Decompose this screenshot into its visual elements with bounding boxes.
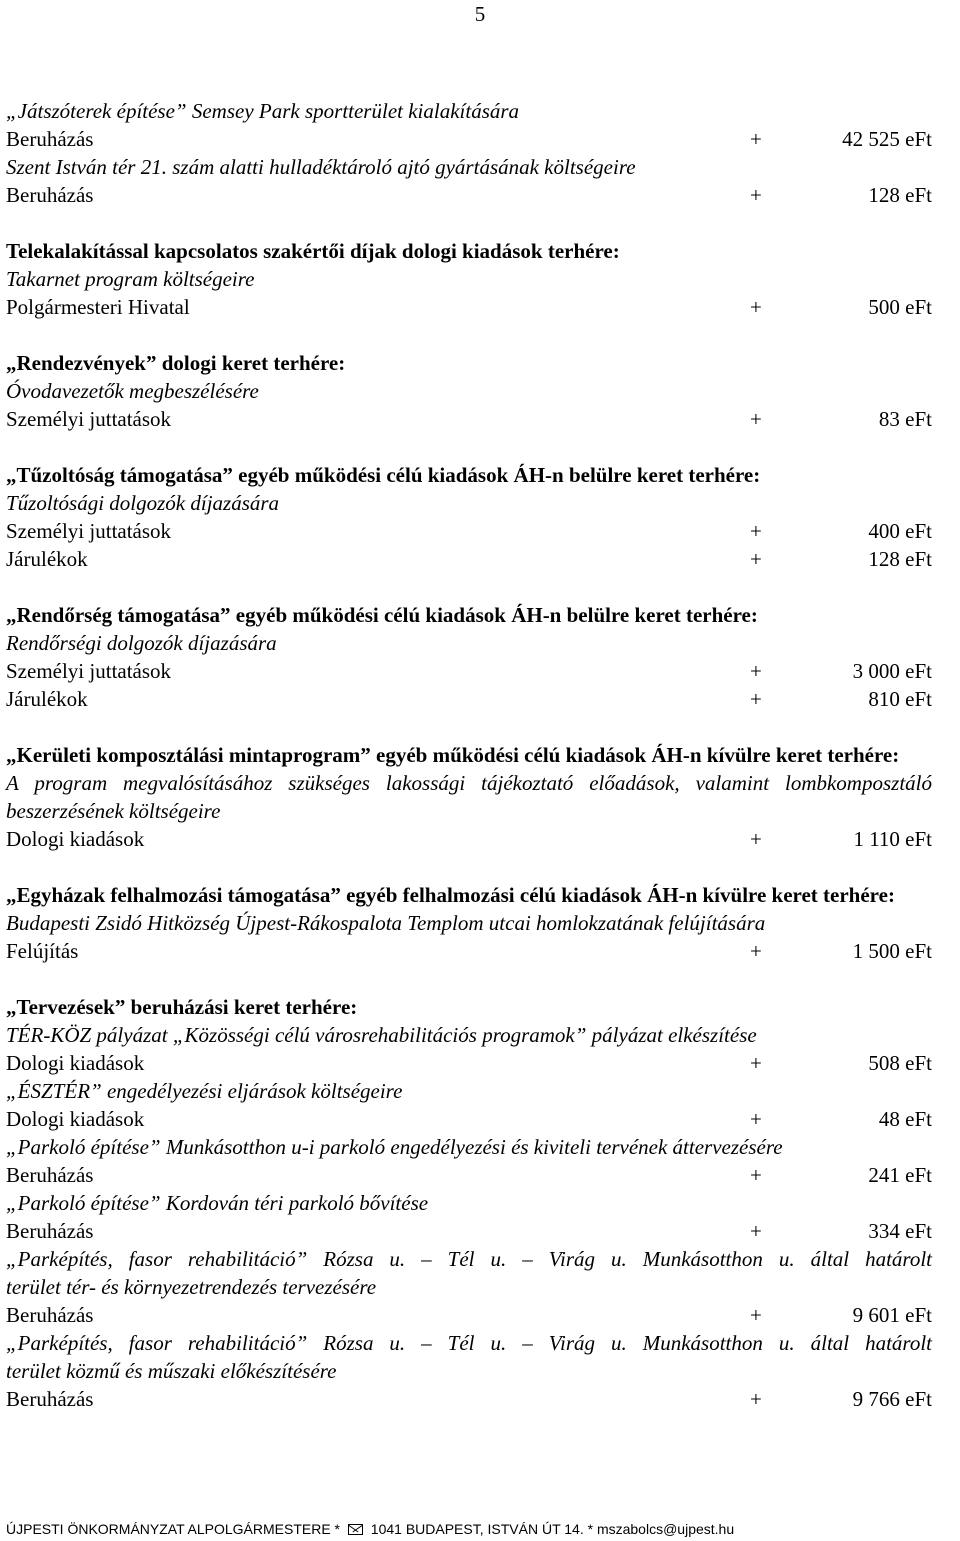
row-amount: 42 525 eFt: [842, 127, 932, 151]
item-title-continued: terület tér- és környezetrendezés tervezésére: [6, 1275, 377, 1299]
row-sign: +: [750, 407, 762, 431]
section-heading: „Tűzoltóság támogatása” egyéb működési célú kiadások ÁH-n belülre keret terhére:: [6, 463, 761, 487]
amount-row: [6, 125, 932, 153]
section-gap: [6, 853, 932, 881]
item-title: A program megvalósításához szükséges lakossági tájékoztató előadások, valamint lombkomposztáló beszerzésének költségeire: [6, 771, 932, 823]
amount-row: [6, 657, 932, 685]
row-sign: +: [750, 687, 762, 711]
section-gap: [6, 433, 932, 461]
section-gap: [6, 573, 932, 601]
amount-row: [6, 293, 932, 321]
section-heading: „Rendőrség támogatása” egyéb működési célú kiadások ÁH-n belülre keret terhére:: [6, 603, 758, 627]
row-sign: +: [750, 127, 762, 151]
amount-row: [6, 545, 932, 573]
amount-row: [6, 825, 932, 853]
row-label: Beruházás: [6, 127, 94, 151]
amount-row: [6, 1161, 932, 1189]
section-gap: [6, 965, 932, 993]
amount-row: [6, 405, 932, 433]
item-title: „Parképítés, fasor rehabilitáció” Rózsa u. – Tél u. – Virág u. Munkásotthon u. által határolt: [6, 1247, 932, 1271]
row-sign: +: [750, 827, 762, 851]
section-heading: „Rendezvények” dologi keret terhére:: [6, 351, 346, 375]
row-amount: 241 eFt: [868, 1163, 932, 1187]
row-label: Beruházás: [6, 183, 94, 207]
row-label: Személyi juttatások: [6, 659, 172, 683]
item-title: „Parkoló építése” Munkásotthon u-i parkoló engedélyezési és kiviteli tervének áttervezésére: [6, 1135, 783, 1159]
row-sign: +: [750, 659, 762, 683]
row-label: Járulékok: [6, 687, 88, 711]
item-title: „Parkoló építése” Kordován téri parkoló bővítése: [6, 1191, 429, 1215]
section-heading: Telekalakítással kapcsolatos szakértői díjak dologi kiadások terhére:: [6, 239, 620, 263]
row-amount: 334 eFt: [868, 1219, 932, 1243]
amount-row: [6, 517, 932, 545]
row-amount: 400 eFt: [868, 519, 932, 543]
page-number: 5: [474, 2, 486, 26]
row-amount: 9 766 eFt: [852, 1387, 932, 1411]
row-sign: +: [750, 1303, 762, 1327]
amount-row: [6, 1105, 932, 1133]
row-amount: 128 eFt: [868, 547, 932, 571]
row-amount: 3 000 eFt: [852, 659, 932, 683]
row-label: Járulékok: [6, 547, 88, 571]
item-title: Tűzoltósági dolgozók díjazására: [6, 491, 280, 515]
document-body: [6, 97, 932, 1413]
row-label: Beruházás: [6, 1303, 94, 1327]
item-title: „Játszóterek építése” Semsey Park sportterület kialakítására: [6, 99, 520, 123]
section-heading: „Kerületi komposztálási mintaprogram” egyéb működési célú kiadások ÁH-n kívülre keret terhére:: [6, 743, 900, 767]
footer-organization: ÚJPESTI ÖNKORMÁNYZAT ALPOLGÁRMESTERE *: [6, 1521, 340, 1537]
row-amount: 508 eFt: [868, 1051, 932, 1075]
row-sign: +: [750, 939, 762, 963]
section-gap: [6, 321, 932, 349]
footer-address: 1041 BUDAPEST, ISTVÁN ÚT 14. * mszabolcs@ujpest.hu: [370, 1521, 735, 1537]
item-title: „Parképítés, fasor rehabilitáció” Rózsa u. – Tél u. – Virág u. Munkásotthon u. által határolt: [6, 1331, 932, 1355]
row-sign: +: [750, 1107, 762, 1131]
amount-row: [6, 1385, 932, 1413]
item-title: Takarnet program költségeire: [6, 267, 255, 291]
amount-row: [6, 1301, 932, 1329]
row-sign: +: [750, 1219, 762, 1243]
row-label: Dologi kiadások: [6, 1051, 145, 1075]
row-sign: +: [750, 1163, 762, 1187]
item-title: Rendőrségi dolgozók díjazására: [6, 631, 277, 655]
amount-row: [6, 685, 932, 713]
row-label: Dologi kiadások: [6, 827, 145, 851]
row-label: Személyi juttatások: [6, 407, 172, 431]
item-title: TÉR-KÖZ pályázat „Közösségi célú városrehabilitációs programok” pályázat elkészítése: [6, 1023, 757, 1047]
section-gap: [6, 713, 932, 741]
row-amount: 128 eFt: [868, 183, 932, 207]
amount-row: [6, 1049, 932, 1077]
row-sign: +: [750, 519, 762, 543]
row-amount: 1 500 eFt: [852, 939, 932, 963]
row-sign: +: [750, 183, 762, 207]
page-footer: [6, 1520, 936, 1538]
row-label: Dologi kiadások: [6, 1107, 145, 1131]
row-amount: 9 601 eFt: [852, 1303, 932, 1327]
item-title: Budapesti Zsidó Hitközség Újpest-Rákospalota Templom utcai homlokzatának felújítására: [6, 911, 766, 935]
amount-row: [6, 181, 932, 209]
item-title-continued: terület közmű és műszaki előkészítésére: [6, 1359, 337, 1383]
row-sign: +: [750, 295, 762, 319]
envelope-icon: [348, 1524, 363, 1535]
section-heading: „Egyházak felhalmozási támogatása” egyéb felhalmozási célú kiadások ÁH-n kívülre keret terhére:: [6, 883, 895, 907]
row-sign: +: [750, 1387, 762, 1411]
amount-row: [6, 937, 932, 965]
row-amount: 810 eFt: [868, 687, 932, 711]
amount-row: [6, 1217, 932, 1245]
row-amount: 1 110 eFt: [853, 827, 932, 851]
row-amount: 83 eFt: [878, 407, 932, 431]
section-gap: [6, 209, 932, 237]
row-label: Felújítás: [6, 939, 79, 963]
section-heading: „Tervezések” beruházási keret terhére:: [6, 995, 358, 1019]
item-title: „ÉSZTÉR” engedélyezési eljárások költségeire: [6, 1079, 403, 1103]
row-sign: +: [750, 547, 762, 571]
row-sign: +: [750, 1051, 762, 1075]
item-title: Óvodavezetők megbeszélésére: [6, 379, 259, 403]
row-label: Polgármesteri Hivatal: [6, 295, 190, 319]
row-label: Beruházás: [6, 1163, 94, 1187]
row-label: Beruházás: [6, 1219, 94, 1243]
row-label: Beruházás: [6, 1387, 94, 1411]
row-label: Személyi juttatások: [6, 519, 172, 543]
item-title: Szent István tér 21. szám alatti hulladéktároló ajtó gyártásának költségeire: [6, 155, 636, 179]
row-amount: 48 eFt: [878, 1107, 932, 1131]
row-amount: 500 eFt: [868, 295, 932, 319]
